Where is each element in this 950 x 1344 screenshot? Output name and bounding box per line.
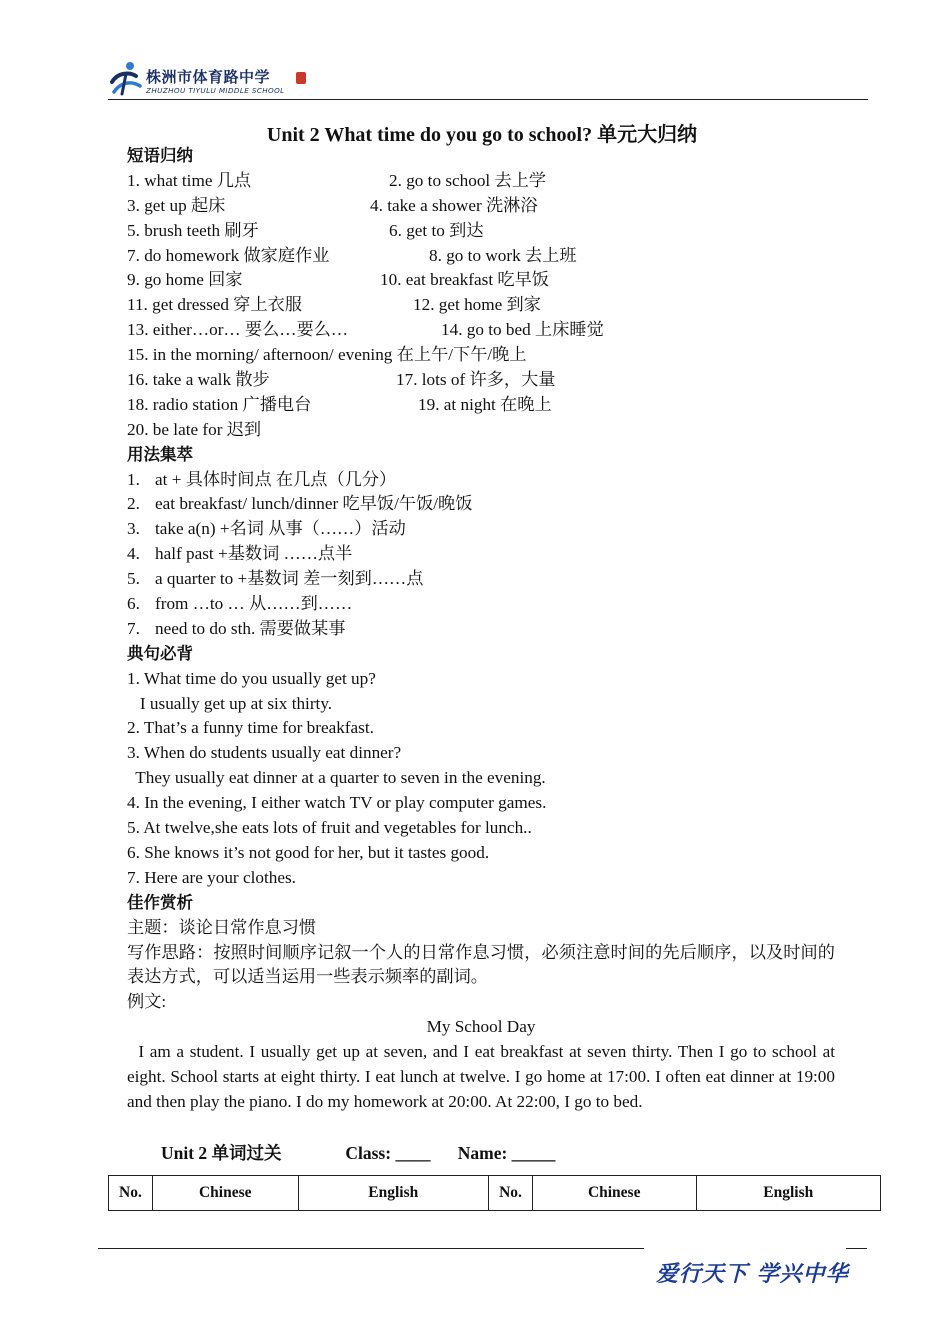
phrase-item: 20. be late for 迟到 [127,419,262,439]
phrase-item: 16. take a walk 散步 [127,370,270,390]
vocab-heading [161,1140,555,1165]
essay-title: My School Day [426,1017,536,1037]
phrase-row [127,268,835,293]
usage-number: 3. [127,519,140,539]
phrase-item: 4. take a shower 洗淋浴 [370,195,538,215]
phrase-item: 12. get home 到家 [413,295,541,315]
vocab-table-header [109,1176,881,1211]
phrase-row [127,244,835,269]
header-divider [108,99,868,100]
sentence-list [127,667,835,891]
phrase-item: 3. get up 起床 [127,195,226,215]
writing-approach: 写作思路：按照时间顺序记叙一个人的日常作息习惯，必须注意时间的先后顺序，以及时间的表达方式，可以适当运用一些表示频率的副词。 [127,942,835,987]
phrase-item: 8. go to work 去上班 [429,245,577,265]
phrase-item: 11. get dressed 穿上衣服 [127,295,303,315]
usage-text: take a(n) +名词 从事（……）活动 [155,519,406,539]
phrase-row [127,368,835,393]
phrase-row [127,393,835,418]
usage-item [127,542,835,567]
school-logo-icon [108,60,144,98]
phrase-list [127,169,835,443]
usage-item [127,617,835,642]
vocab-table [108,1175,881,1211]
phrase-item: 14. go to bed 上床睡觉 [441,320,604,340]
usage-item [127,468,835,493]
usage-text: from …to … 从……到…… [155,594,353,614]
sentence-line: They usually eat dinner at a quarter to seven in the evening. [127,768,546,788]
phrases-heading: 短语归纳 [127,146,193,165]
essay-body: I am a student. I usually get up at seven, and I eat breakfast at seven thirty. Then I go to school at eight. School starts at eight thirty. I eat lunch at twelve. I go home at 17:00. I often eat dinner at 19:00 and then play the piano. I do my homework at 20:00. At 22:00, I go to bed. [127,1042,840,1111]
vocab-header-col-no: No. [109,1176,153,1211]
phrase-row [127,318,835,343]
phrase-item: 2. go to school 去上学 [389,170,547,190]
phrase-item: 9. go home 回家 [127,270,243,290]
vocab-header-col-no: No. [489,1176,533,1211]
usage-heading: 用法集萃 [127,444,193,464]
usage-number: 1. [127,469,140,489]
school-header [108,60,448,100]
sentence-line: 7. Here are your clothes. [127,867,296,887]
footer-divider-left [98,1248,644,1249]
slogan-text: 爱行天下 学兴中华 [656,1262,849,1287]
vocab-header-col-chinese: Chinese [532,1176,696,1211]
footer-divider-right [846,1248,867,1249]
usage-item [127,567,835,592]
usage-number: 6. [127,594,140,614]
usage-text: eat breakfast/ lunch/dinner 吃早饭/午饭/晚饭 [155,494,473,514]
vocab-name-label: Name: _____ [457,1143,556,1163]
usage-item [127,492,835,517]
usage-number: 4. [127,544,140,564]
phrase-item: 13. either…or… 要么…要么… [127,320,349,340]
sentence-line: 4. In the evening, I either watch TV or play computer games. [127,793,547,813]
footer-slogan [656,1254,849,1290]
vocab-class-label: Class: ____ [345,1143,431,1163]
phrase-row [127,219,835,244]
sentence-line: 6. She knows it’s not good for her, but it tastes good. [127,842,490,862]
phrase-row [127,293,835,318]
phrase-row [127,418,835,443]
usage-list [127,468,835,642]
usage-number: 2. [127,494,140,514]
writing-topic: 主题：谈论日常作息习惯 [127,917,317,937]
usage-text: need to do sth. 需要做某事 [155,618,346,638]
phrase-item: 18. radio station 广播电台 [127,394,312,414]
phrase-item: 15. in the morning/ afternoon/ evening 在上午/下午/晚上 [127,345,527,365]
phrase-row [127,194,835,219]
vocab-header-col-chinese: Chinese [152,1176,298,1211]
sentences-heading: 典句必背 [127,643,193,663]
sentence-line: 1. What time do you usually get up? [127,668,376,688]
phrase-item: 5. brush teeth 刷牙 [127,220,259,240]
phrase-item: 6. get to 到达 [389,220,484,240]
sentence-line: 5. At twelve,she eats lots of fruit and vegetables for lunch.. [127,818,532,838]
sentence-line: 3. When do students usually eat dinner? [127,743,402,763]
document-body [127,144,840,1115]
phrase-item: 19. at night 在晚上 [418,394,552,414]
phrase-row [127,169,835,194]
usage-item [127,517,835,542]
vocab-header-col-english: English [696,1176,881,1211]
school-seal-icon [296,72,306,84]
phrase-item: 1. what time 几点 [127,170,252,190]
phrase-row [127,343,835,368]
usage-text: half past +基数词 ……点半 [155,544,353,564]
usage-number: 7. [127,618,140,638]
page-title: Unit 2 What time do you go to school? 单元大归纳 [266,124,698,146]
phrase-item: 10. eat breakfast 吃早饭 [380,270,549,290]
writing-heading: 佳作赏析 [127,892,193,912]
sentence-line: I usually get up at six thirty. [127,693,333,713]
usage-text: a quarter to +基数词 差一刻到……点 [155,569,424,589]
vocab-unit-label: Unit 2 单词过关 [161,1143,282,1163]
sentence-line: 2. That’s a funny time for breakfast. [127,718,374,738]
school-name-cn: 株洲市体育路中学 [146,68,271,86]
usage-number: 5. [127,569,140,589]
phrase-item: 17. lots of 许多，大量 [396,370,556,390]
usage-item [127,592,835,617]
usage-text: at + 具体时间点 在几点（几分） [155,469,397,489]
vocab-header-col-english: English [298,1176,488,1211]
example-label: 例文: [127,992,167,1012]
school-name-en: ZHUZHOU TIYULU MIDDLE SCHOOL [146,86,285,95]
phrase-item: 7. do homework 做家庭作业 [127,245,330,265]
